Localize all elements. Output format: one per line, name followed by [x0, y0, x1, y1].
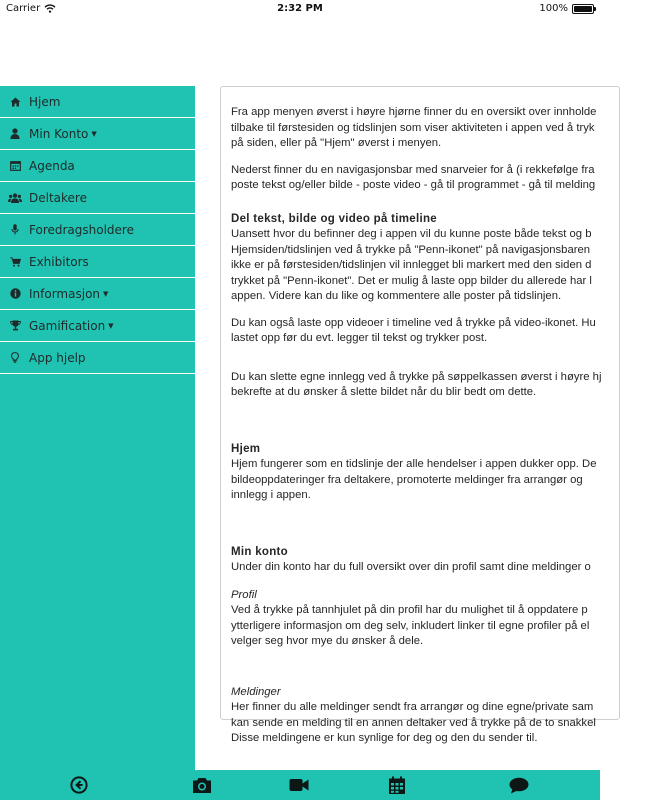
- sidebar-item-label: Informasjon: [29, 286, 101, 301]
- sidebar-menu: [0, 86, 195, 770]
- caret-down-icon: ▼: [108, 321, 114, 330]
- home-paragraph: Hjem fungerer som en tidslinje der alle hendelser i appen dukker opp. De bildeoppdateringer fra deltakere, promoterte meldinger fra arrangør og innlegg i appen.: [231, 458, 597, 501]
- status-bar: [0, 0, 600, 18]
- calendar-icon: [8, 160, 22, 171]
- navbar-paragraph: Nederst finner du en navigasjonsbar med snarveier for å (i rekkefølge fra poste tekst og/eller bilde - poste video - gå til programmet - gå til melding: [231, 163, 596, 191]
- camera-icon: [192, 777, 212, 794]
- sidebar-item-label: Exhibitors: [29, 254, 89, 269]
- section-title-share: Del tekst, bilde og video på timeline: [231, 212, 438, 225]
- delete-paragraph: Du kan slette egne innlegg ved å trykke på søppelkassen øverst i høyre hj bekrefte at du ønsker å slette bildet når du blir bedt om dette.: [231, 370, 602, 398]
- battery-icon: [572, 4, 594, 14]
- cart-icon: [8, 257, 22, 267]
- sidebar-item-label: Hjem: [29, 94, 61, 109]
- caret-down-icon: ▼: [103, 289, 109, 298]
- user-icon: [8, 128, 22, 139]
- video-icon: [289, 778, 309, 792]
- messages-paragraph: Her finner du alle meldinger sendt fra arrangør og dine egne/private sam kan sende en melding til en annen deltaker ved å trykke på de to snakkel Disse meldingene er kun synlige for deg og den du sender til.: [231, 701, 596, 744]
- sidebar-item-label: Min Konto: [29, 126, 89, 141]
- sidebar-item-deltakere[interactable]: [0, 182, 195, 214]
- microphone-icon: [8, 224, 22, 235]
- messages-button[interactable]: [508, 774, 530, 796]
- sidebar-item-hjem[interactable]: [0, 86, 195, 118]
- help-text: [221, 87, 661, 797]
- sidebar-item-label: Foredragsholdere: [29, 222, 134, 237]
- sidebar-item-informasjon[interactable]: [0, 278, 195, 310]
- camera-button[interactable]: [191, 774, 213, 796]
- sidebar-item-agenda[interactable]: [0, 150, 195, 182]
- sidebar-item-label: Gamification: [29, 318, 106, 333]
- video-button[interactable]: [288, 774, 310, 796]
- sidebar-item-label: Deltakere: [29, 190, 87, 205]
- sidebar-item-label: Agenda: [29, 158, 75, 173]
- subsection-title-profile: Profil: [231, 588, 257, 601]
- sidebar-item-label: App hjelp: [29, 350, 86, 365]
- info-icon: [8, 288, 22, 299]
- program-button[interactable]: [386, 774, 408, 796]
- sidebar-item-gamification[interactable]: [0, 310, 195, 342]
- video-paragraph: Du kan også laste opp videoer i timeline ved å trykke på video-ikonet. Hu lastet opp før du evt. legger til tekst og trykker post.: [231, 316, 596, 344]
- battery-percent: 100%: [539, 3, 568, 14]
- sidebar-item-exhibitors[interactable]: [0, 246, 195, 278]
- chat-icon: [509, 777, 529, 794]
- calendar-icon: [388, 776, 406, 795]
- back-icon: [70, 776, 88, 794]
- subsection-title-messages: Meldinger: [231, 685, 281, 698]
- sidebar-item-foredragsholdere[interactable]: [0, 214, 195, 246]
- carrier-label: Carrier: [6, 3, 41, 14]
- profile-paragraph: Ved å trykke på tannhjulet på din profil har du mulighet til å oppdatere p ytterligere informasjon om deg selv, inkludert linker til egne profiler på el velger seg hvor mye du ønsker å dele.: [231, 604, 590, 647]
- battery-info: [539, 3, 594, 14]
- sidebar-item-min-konto[interactable]: [0, 118, 195, 150]
- sidebar-item-app-hjelp[interactable]: [0, 342, 195, 374]
- home-icon: [8, 97, 22, 107]
- share-paragraph: Uansett hvor du befinner deg i appen vil du kunne poste både tekst og b Hjemsiden/tidslinjen ved å trykke på "Penn-ikonet" på navigasjonsbaren ikke er på førstesiden/tidslinjen vil innlegget bli markert med den siden d trykket på "Penn-ikonet". Det er mulig å laste opp bilder du allerede har l appen. Videre kan du like og kommentere alle poster på tidslinjen.: [231, 228, 592, 302]
- trophy-icon: [8, 320, 22, 331]
- help-content-panel[interactable]: [220, 86, 620, 744]
- section-title-home: Hjem: [231, 442, 261, 455]
- users-icon: [8, 193, 22, 203]
- lightbulb-icon: [8, 352, 22, 363]
- clock: 2:32 PM: [277, 3, 323, 14]
- back-button[interactable]: [68, 774, 90, 796]
- caret-down-icon: ▼: [91, 129, 97, 138]
- bottom-navigation-bar: [0, 770, 600, 800]
- section-title-account: Min konto: [231, 545, 288, 558]
- intro-paragraph: Fra app menyen øverst i høyre hjørne finner du en oversikt over innholde tilbake til førstesiden og tidslinjen som viser aktiviteten i appen ved å tryk på siden, eller på "Hjem" øverst i menyen.: [231, 106, 597, 149]
- account-paragraph: Under din konto har du full oversikt over din profil samt dine meldinger o: [231, 561, 591, 573]
